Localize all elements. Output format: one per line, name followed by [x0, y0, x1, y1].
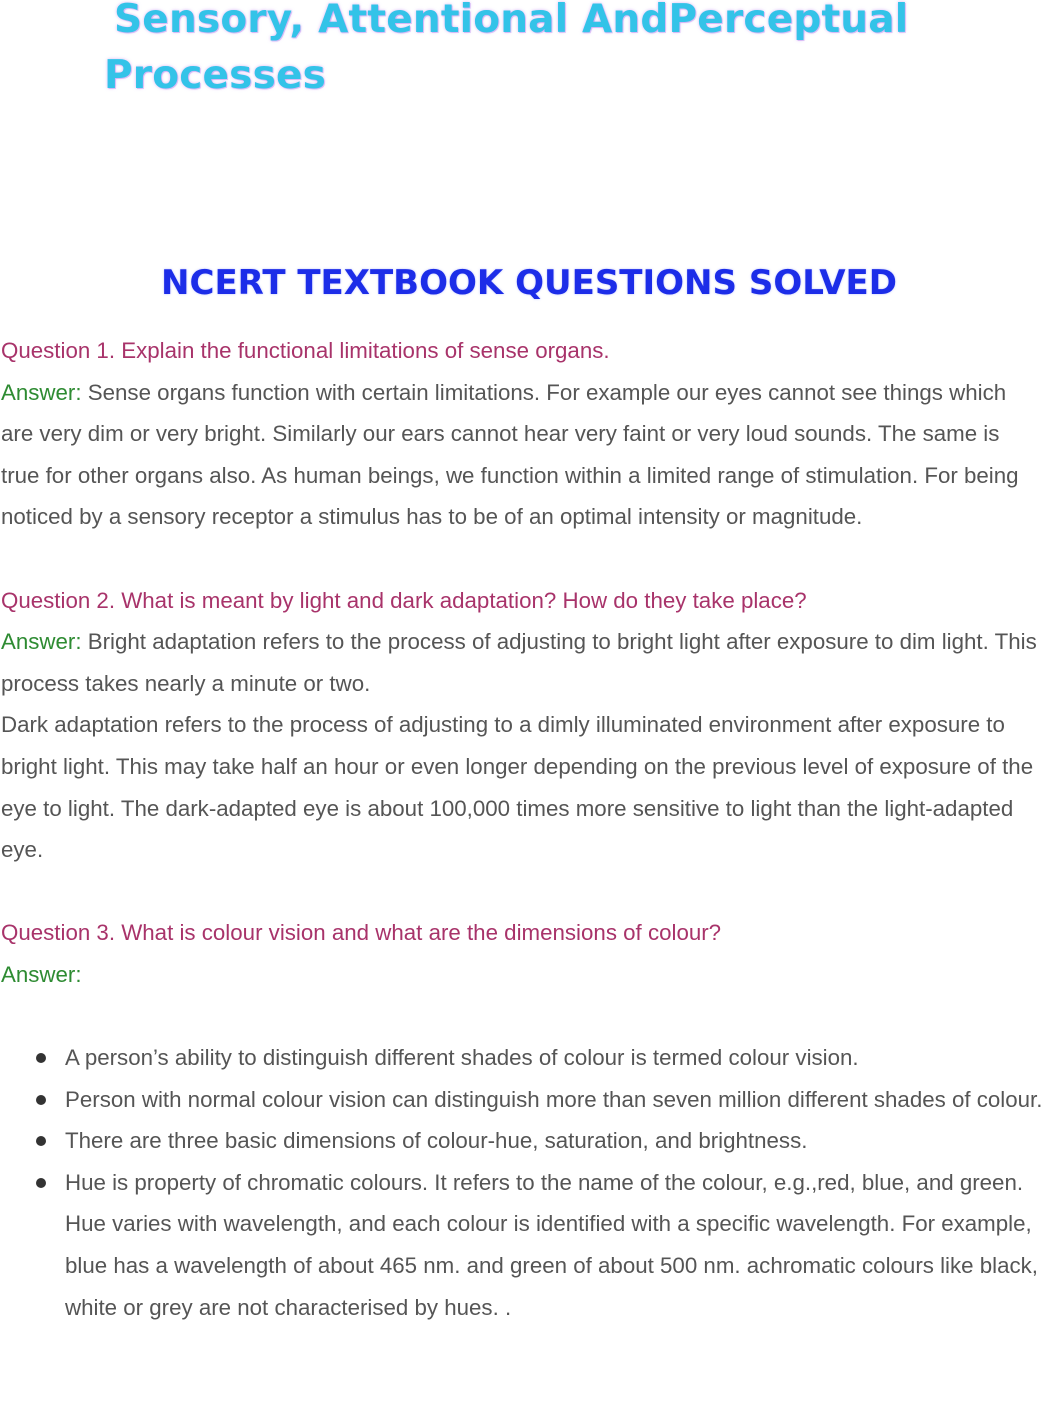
question-3: Question 3. What is colour vision and what are the dimensions of colour?	[1, 920, 722, 946]
page-title-line-1: Sensory, Attentional AndPerceptual	[114, 0, 909, 42]
list-item	[1, 1120, 1044, 1162]
spacer	[1, 538, 1044, 580]
bullet-icon	[36, 1178, 46, 1188]
answer-2-text-p2: Dark adaptation refers to the process of adjusting to a dimly illuminated environment after exposure to bright light. This may take half an hour or even longer depending on the previous level of exposure of the eye to light. The dark-adapted eye is about 100,000 times more sensitive to light than the light-adapted eye.	[1, 712, 1034, 863]
spacer	[1, 996, 1044, 1038]
list-item	[1, 1079, 1044, 1121]
question-2: Question 2. What is meant by light and dark adaptation? How do they take place?	[1, 587, 807, 613]
bullet-icon	[36, 1053, 46, 1063]
answer-3	[1, 954, 1044, 996]
list-item-text: A person’s ability to distinguish different shades of colour is termed colour vision.	[65, 1045, 859, 1071]
qa-content	[1, 330, 1044, 1328]
list-item	[1, 1037, 1044, 1079]
answer-1-text: Sense organs function with certain limitations. For example our eyes cannot see things which are very dim or very bright. Similarly our ears cannot hear very faint or very loud sounds. The same is true for other organs also. As human beings, we function within a limited range of stimulation. For being noticed by a sensory receptor a stimulus has to be of an optimal intensity or magnitude.	[1, 379, 1019, 530]
list-item	[1, 1162, 1044, 1328]
section-heading: NCERT TEXTBOOK QUESTIONS SOLVED	[161, 263, 897, 303]
page-title-line-2: Processes	[104, 53, 327, 98]
page-title	[104, 0, 1004, 104]
answer-3-label: Answer:	[1, 961, 82, 987]
list-item-text: Hue is property of chromatic colours. It refers to the name of the colour, e.g.,red, blue, and green. Hue varies with wavelength, and each colour is identified with a specific wavelength. For example, blue has a wavelength of about 465 nm. and green of about 500 nm. achromatic colours like black, white or grey are not characterised by hues. .	[65, 1169, 1038, 1320]
answer-1	[1, 372, 1044, 538]
answer-2-text-p1: Bright adaptation refers to the process of adjusting to bright light after exposure to dim light. This process takes nearly a minute or two.	[1, 629, 1037, 696]
spacer	[1, 871, 1044, 913]
list-item-text: There are three basic dimensions of colour-hue, saturation, and brightness.	[65, 1128, 808, 1154]
bullet-icon	[36, 1095, 46, 1105]
answer-2-label: Answer:	[1, 629, 82, 655]
question-1: Question 1. Explain the functional limitations of sense organs.	[1, 338, 610, 363]
answer-1-label: Answer:	[1, 379, 82, 405]
answer-3-list	[1, 1037, 1044, 1328]
answer-2	[1, 621, 1044, 704]
list-item-text: Person with normal colour vision can distinguish more than seven million different shades of colour.	[65, 1086, 1043, 1112]
bullet-icon	[36, 1136, 46, 1146]
